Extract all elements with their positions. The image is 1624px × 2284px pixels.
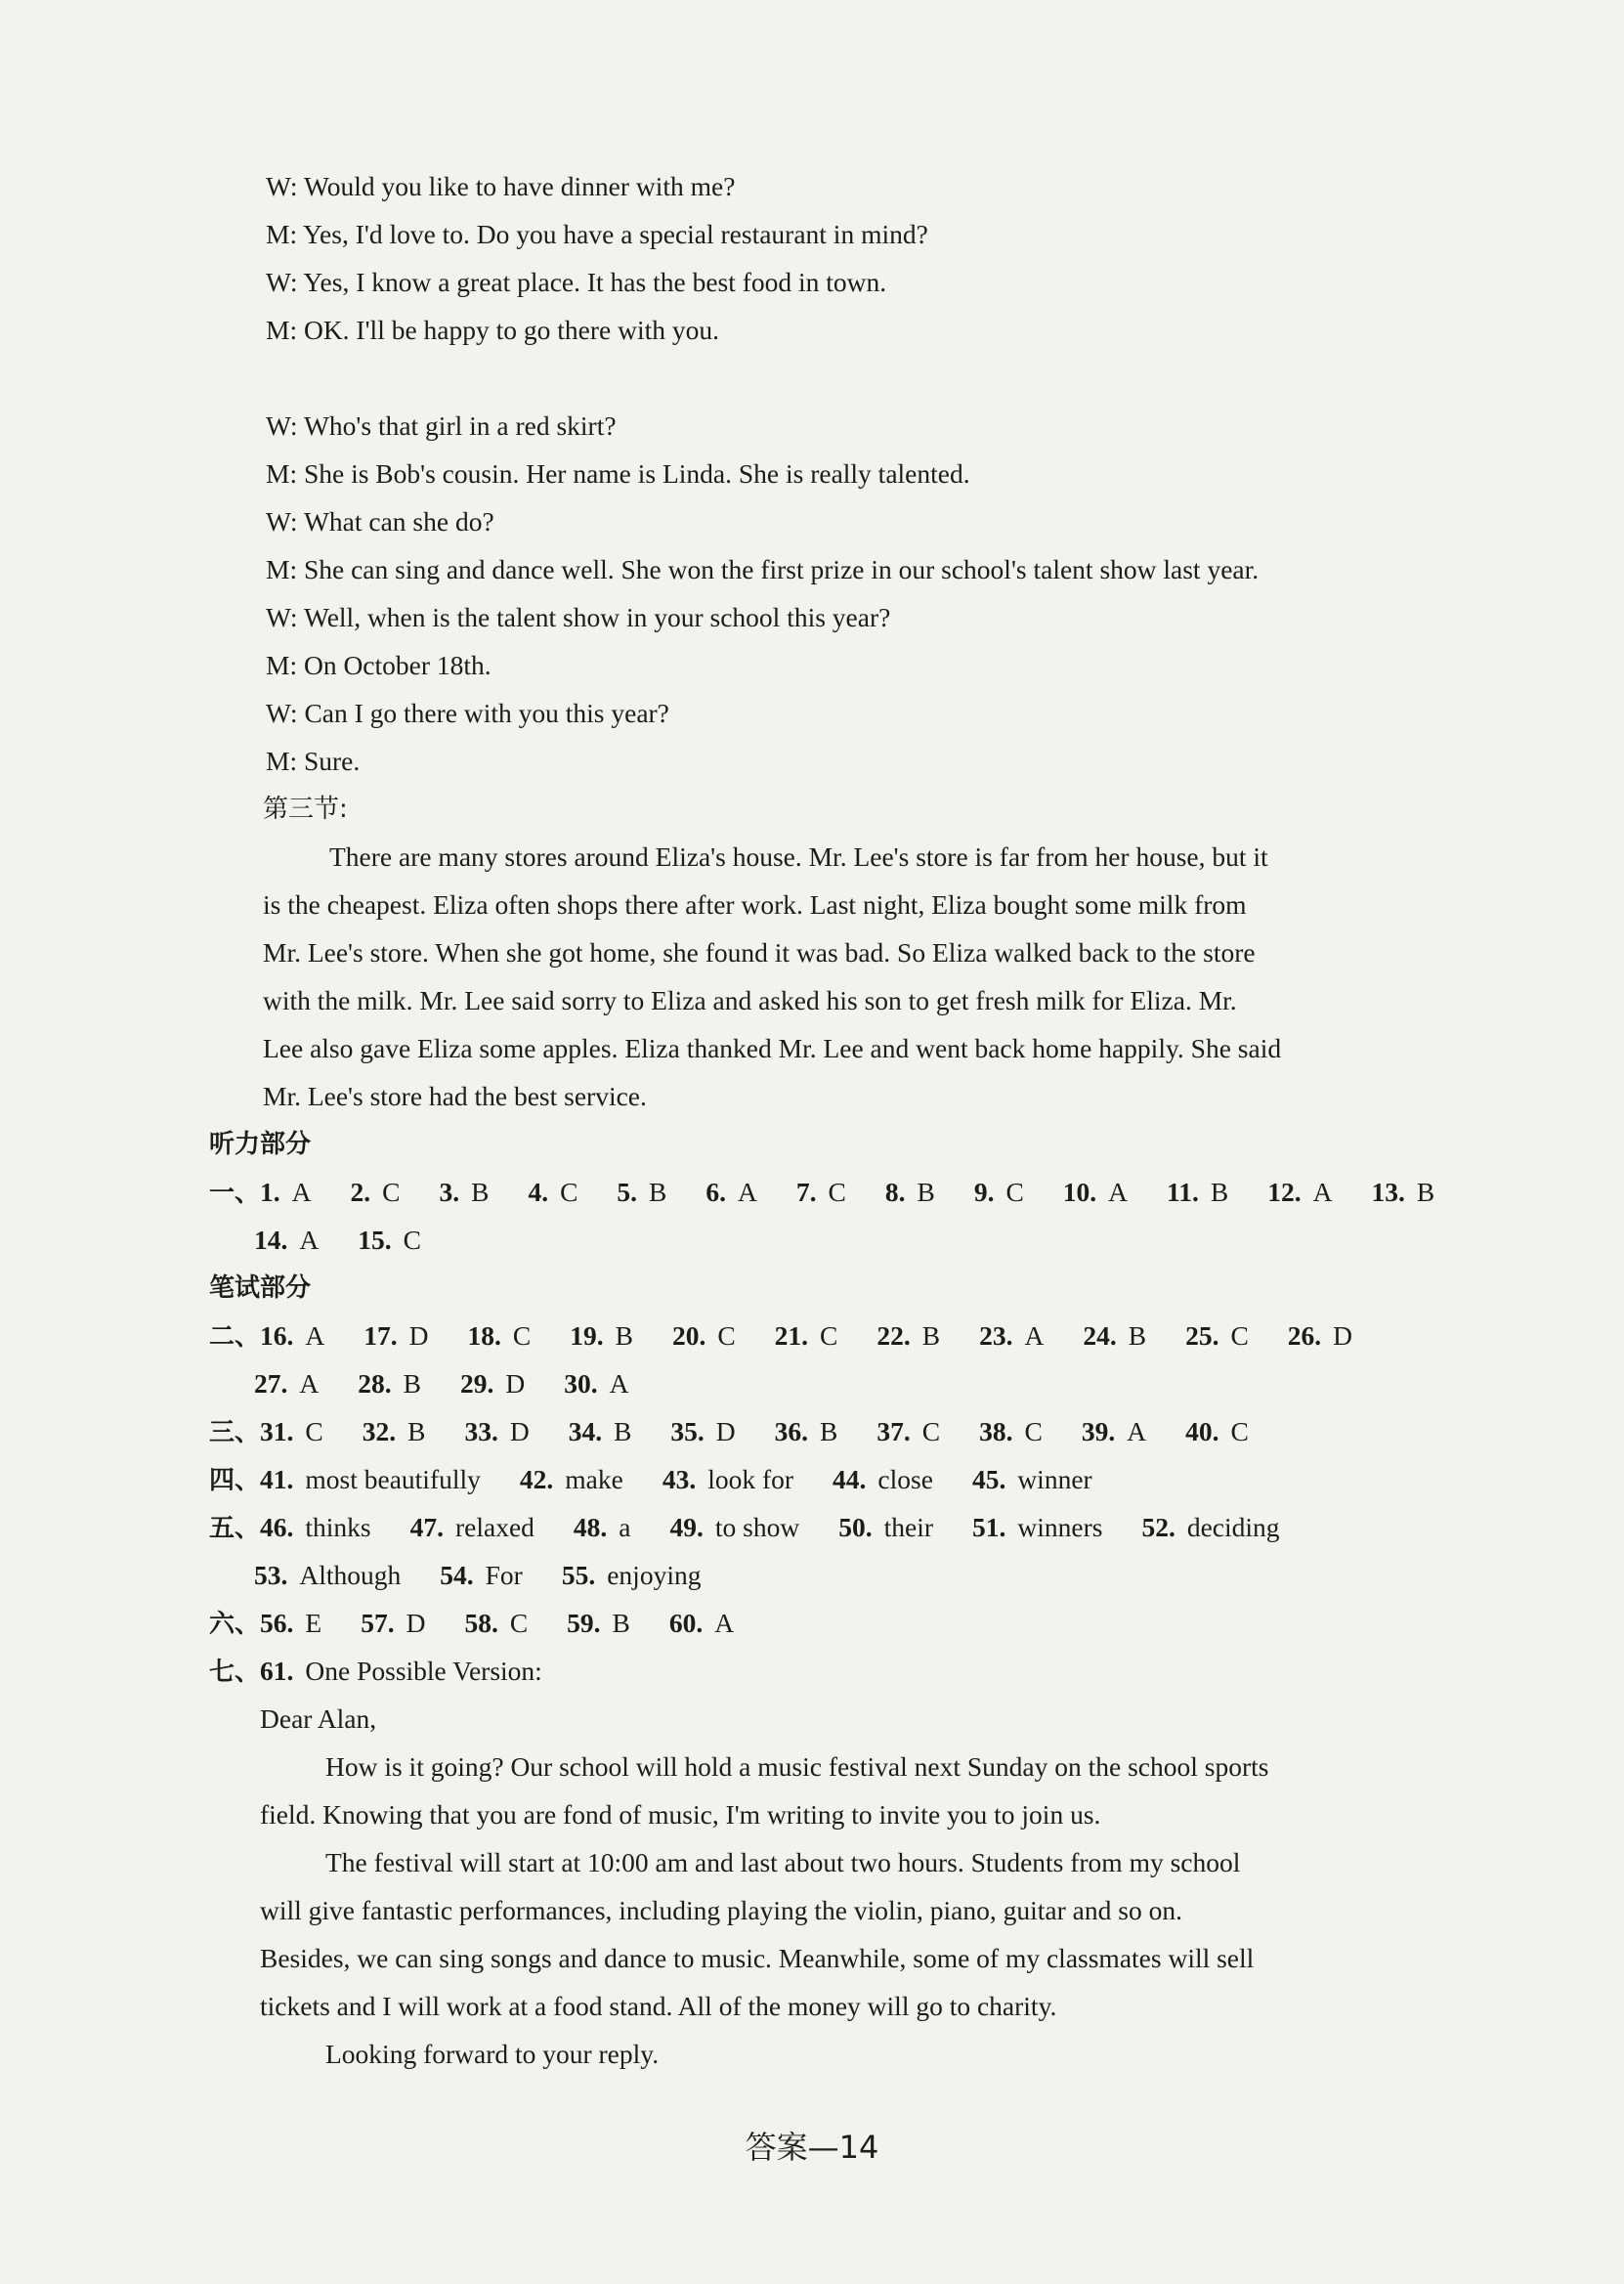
answer-item [876,1416,940,1446]
answer-value: Although [299,1560,402,1590]
answer-value: D [509,1416,530,1446]
page-number: 答案—14 [745,2129,879,2166]
answer-number: 44. [833,1464,867,1494]
answer-value: A [1024,1320,1045,1351]
answer-number: 20. [671,1320,706,1351]
answer-value: B [612,1608,630,1638]
answer-value: C [828,1177,846,1207]
answer-item [570,1320,633,1351]
answer-item [260,1464,481,1494]
answer-value: look for [707,1464,794,1494]
answer-value: A [299,1225,320,1255]
answer-item [440,1560,523,1590]
answer-value: A [1312,1177,1333,1207]
answer-item [662,1464,793,1494]
answer-number: 26. [1287,1320,1322,1351]
dialogue2-line: W: What can she do? [266,506,494,537]
answer-number: 8. [884,1177,906,1207]
section-prefix: 六、 [209,1610,261,1639]
answer-value: B [614,1416,632,1446]
section-prefix: 二、 [209,1322,261,1352]
answer-item [564,1368,628,1399]
answer-number: 41. [260,1464,294,1494]
answer-number: 10. [1062,1177,1097,1207]
answer-number: 56. [260,1608,294,1638]
answer-item [260,1512,371,1542]
passage-line: Mr. Lee's store had the best service. [263,1081,647,1111]
answer-number: 39. [1081,1416,1116,1446]
listening-title: 听力部分 [209,1130,312,1159]
dialogue1-line: M: OK. I'll be happy to go there with you. [266,315,719,345]
answer-number: 55. [561,1560,596,1590]
answer-item [972,1464,1092,1494]
answer-value: C [509,1608,529,1638]
answer-item [705,1177,757,1207]
answer-number: 17. [363,1320,398,1351]
answer-value: B [407,1416,426,1446]
answer-item [1141,1512,1279,1542]
answer-value: B [615,1320,633,1351]
answer-value: B [820,1416,838,1446]
answer-number: 46. [260,1512,294,1542]
answer-value: C [717,1320,736,1351]
answer-number: 14. [254,1225,288,1255]
section-prefix: 一、 [209,1179,261,1208]
answer-item [972,1512,1102,1542]
answer-item [254,1225,319,1255]
answer-number: 28. [358,1368,392,1399]
answer-item [672,1320,736,1351]
answer-number: 2. [350,1177,371,1207]
answer-item [775,1320,838,1351]
answer-number: 59. [567,1608,601,1638]
answer-item [1372,1177,1435,1207]
answer-number: 13. [1371,1177,1405,1207]
answer-value: For [485,1560,523,1590]
answer-number: 19. [570,1320,604,1351]
answer-item [775,1416,838,1446]
answer-item [1288,1320,1352,1351]
answers-s7-row1 [0,1654,1624,1690]
answer-item [885,1177,935,1207]
letter-line: The festival will start at 10:00 am and last about two hours. Students from my school [325,1847,1241,1877]
answer-value: C [820,1320,838,1351]
answer-value: B [649,1177,667,1207]
answer-value: B [1210,1177,1229,1207]
answer-item [1082,1416,1146,1446]
answer-item [833,1464,933,1494]
answer-number: 6. [705,1177,727,1207]
answer-number: 9. [973,1177,995,1207]
answer-value: B [917,1177,935,1207]
answer-value: C [305,1416,323,1446]
answer-item [520,1464,623,1494]
passage-line: There are many stores around Eliza's house. Mr. Lee's store is far from her house, but it [329,841,1268,872]
answer-number: 30. [564,1368,598,1399]
answer-value: make [565,1464,623,1494]
answer-item [569,1416,632,1446]
answer-number: 33. [464,1416,498,1446]
answer-value: B [921,1320,941,1351]
letter-line: Besides, we can sing songs and dance to music. Meanwhile, some of my classmates will sell [260,1943,1255,1973]
answer-value: A [305,1320,325,1351]
passage-line: with the milk. Mr. Lee said sorry to Eliza and asked his son to get fresh milk for Eliza. Mr. [263,985,1237,1015]
answer-number: 35. [670,1416,705,1446]
dialogue2-line: M: On October 18th. [266,650,491,680]
letter-line: will give fantastic performances, including playing the violin, piano, guitar and so on. [260,1895,1182,1925]
answer-number: 3. [439,1177,460,1207]
answer-item [979,1416,1043,1446]
answers-s6-row1 [0,1606,1624,1642]
answer-item [838,1512,933,1542]
answer-value: C [382,1177,401,1207]
letter-line: How is it going? Our school will hold a music festival next Sunday on the school sports [325,1751,1269,1782]
answer-number: 37. [876,1416,911,1446]
answer-number: 31. [260,1416,294,1446]
dialogue1-line: M: Yes, I'd love to. Do you have a special restaurant in mind? [266,219,928,249]
answer-value: D [715,1416,736,1446]
dialogue2-line: W: Well, when is the talent show in your school this year? [266,602,891,632]
answer-item [1083,1320,1146,1351]
answer-number: 22. [876,1320,911,1351]
answer-item [528,1177,577,1207]
answer-item [464,1416,529,1446]
answer-value: C [1024,1416,1043,1446]
answer-item [468,1320,532,1351]
answer-number: 27. [254,1368,288,1399]
answer-value: winners [1017,1512,1103,1542]
answer-item [1185,1320,1249,1351]
answer-number: 12. [1267,1177,1302,1207]
section-prefix: 三、 [209,1418,261,1447]
answer-item [876,1320,940,1351]
answer-number: 7. [795,1177,817,1207]
answer-number: 38. [979,1416,1013,1446]
answer-item [361,1608,425,1638]
answer-number: 54. [440,1560,474,1590]
answer-value: to show [714,1512,800,1542]
answer-item [358,1225,421,1255]
answer-number: 5. [617,1177,638,1207]
answer-item [460,1368,525,1399]
section3-heading: 第三节: [263,795,348,824]
answer-value: A [738,1177,757,1207]
answer-item [410,1512,534,1542]
answers-s4-row1 [0,1462,1624,1498]
section-prefix: 七、 [209,1658,261,1687]
answer-number: 49. [669,1512,704,1542]
answer-value: A [1127,1416,1147,1446]
answer-number: 32. [362,1416,397,1446]
answer-value: B [471,1177,490,1207]
passage-line: is the cheapest. Eliza often shops there after work. Last night, Eliza bought some milk from [263,889,1247,920]
answer-value: C [512,1320,532,1351]
answer-number: 15. [358,1225,392,1255]
answer-number: 58. [464,1608,498,1638]
answer-item [670,1512,800,1542]
answer-number: 18. [467,1320,501,1351]
answer-item [260,1608,321,1638]
answer-value: deciding [1186,1512,1280,1542]
answer-value: A [299,1368,320,1399]
answer-number: 24. [1083,1320,1117,1351]
letter-line: tickets and I will work at a food stand. All of the money will go to charity. [260,1991,1057,2021]
section-prefix: 五、 [209,1514,261,1543]
dialogue2-line: W: Can I go there with you this year? [266,698,669,728]
answer-item [363,1416,426,1446]
answer-value: D [1333,1320,1353,1351]
answer-number: 29. [459,1368,494,1399]
answer-item [979,1320,1044,1351]
letter-line: field. Knowing that you are fond of music, I'm writing to invite you to join us. [260,1799,1101,1830]
answer-value: C [1005,1177,1024,1207]
answer-number: 36. [774,1416,809,1446]
answer-item [617,1177,666,1207]
answer-item [1185,1416,1249,1446]
answer-number: 45. [971,1464,1006,1494]
answer-item [260,1320,324,1351]
answer-number: 42. [519,1464,554,1494]
passage-line: Mr. Lee's store. When she got home, she found it was bad. So Eliza walked back to the store [263,937,1256,968]
answer-number: 34. [568,1416,603,1446]
answer-value: B [403,1368,421,1399]
answer-item [796,1177,846,1207]
dialogue1-line: W: Yes, I know a great place. It has the best food in town. [266,267,887,297]
answer-value: D [406,1608,426,1638]
answer-number: 57. [361,1608,395,1638]
answer-value: their [883,1512,933,1542]
letter-greeting: Dear Alan, [260,1703,377,1734]
answer-item [439,1177,489,1207]
answer-number: 60. [668,1608,704,1638]
answers-s3-row1 [0,1414,1624,1450]
answer-number: 53. [254,1560,288,1590]
answer-value: B [1128,1320,1147,1351]
answers-s1-row1 [0,1175,1624,1211]
dialogue2-line: M: She can sing and dance well. She won the first prize in our school's talent show last year. [266,554,1260,584]
answers-s5-row1 [0,1510,1624,1546]
answer-number: 47. [409,1512,444,1542]
answer-number: 48. [573,1512,608,1542]
answer-value: C [560,1177,578,1207]
answer-item [363,1320,428,1351]
dialogue2-line: W: Who's that girl in a red skirt? [266,410,617,441]
answer-item [260,1177,312,1207]
answer-item [669,1608,734,1638]
answer-item [358,1368,421,1399]
model-essay-label: One Possible Version: [305,1656,542,1686]
answer-value: close [877,1464,933,1494]
answer-value: relaxed [455,1512,534,1542]
answer-number: 52. [1141,1512,1175,1542]
answer-number: 40. [1185,1416,1219,1446]
answer-item [1063,1177,1128,1207]
answer-value: a [619,1512,631,1542]
answer-number: 1. [260,1177,280,1207]
answer-item [574,1512,631,1542]
answer-value: A [609,1368,629,1399]
answer-number: 51. [972,1512,1006,1542]
answer-item [260,1416,323,1446]
answer-value: D [505,1368,526,1399]
section-prefix: 四、 [209,1466,261,1495]
answer-value: A [1108,1177,1129,1207]
answer-value: thinks [305,1512,371,1542]
answer-item [1267,1177,1332,1207]
answer-value: D [408,1320,429,1351]
answer-item [974,1177,1024,1207]
answer-item [1167,1177,1228,1207]
answer-value: C [403,1225,421,1255]
answer-item [670,1416,735,1446]
answer-item [562,1560,702,1590]
answer-number: 43. [662,1464,697,1494]
passage-line: Lee also gave Eliza some apples. Eliza thanked Mr. Lee and went back home happily. She said [263,1033,1282,1063]
answer-value: most beautifully [305,1464,481,1494]
answers-s1-row2 [0,1223,1624,1258]
answer-item [254,1560,401,1590]
answer-number: 4. [528,1177,549,1207]
answer-value: enjoying [607,1560,702,1590]
answer-value: E [305,1608,322,1638]
answer-number: 21. [774,1320,809,1351]
answer-value: C [1230,1320,1249,1351]
answer-item [254,1368,319,1399]
answer-value: C [1230,1416,1249,1446]
answer-item [567,1608,630,1638]
answer-value: A [714,1608,735,1638]
dialogue2-line: M: She is Bob's cousin. Her name is Linda. She is really talented. [266,458,970,489]
answer-number: 61. [260,1656,294,1686]
answer-number: 16. [260,1320,294,1351]
answer-value: B [1416,1177,1435,1207]
answer-number: 25. [1185,1320,1219,1351]
dialogue1-line: W: Would you like to have dinner with me? [266,171,736,201]
answer-value: A [291,1177,312,1207]
answer-number: 50. [838,1512,873,1542]
dialogue2-line: M: Sure. [266,746,361,776]
answer-number: 11. [1167,1177,1199,1207]
answers-s2-row1 [0,1318,1624,1355]
answer-item [351,1177,401,1207]
answer-value: C [921,1416,941,1446]
answer-item [464,1608,528,1638]
answers-s5-row2 [0,1558,1624,1593]
answer-value: winner [1017,1464,1092,1494]
answers-s2-row2 [0,1366,1624,1401]
letter-line: Looking forward to your reply. [325,2039,660,2069]
writing-title: 笔试部分 [209,1273,312,1303]
answer-number: 23. [979,1320,1013,1351]
